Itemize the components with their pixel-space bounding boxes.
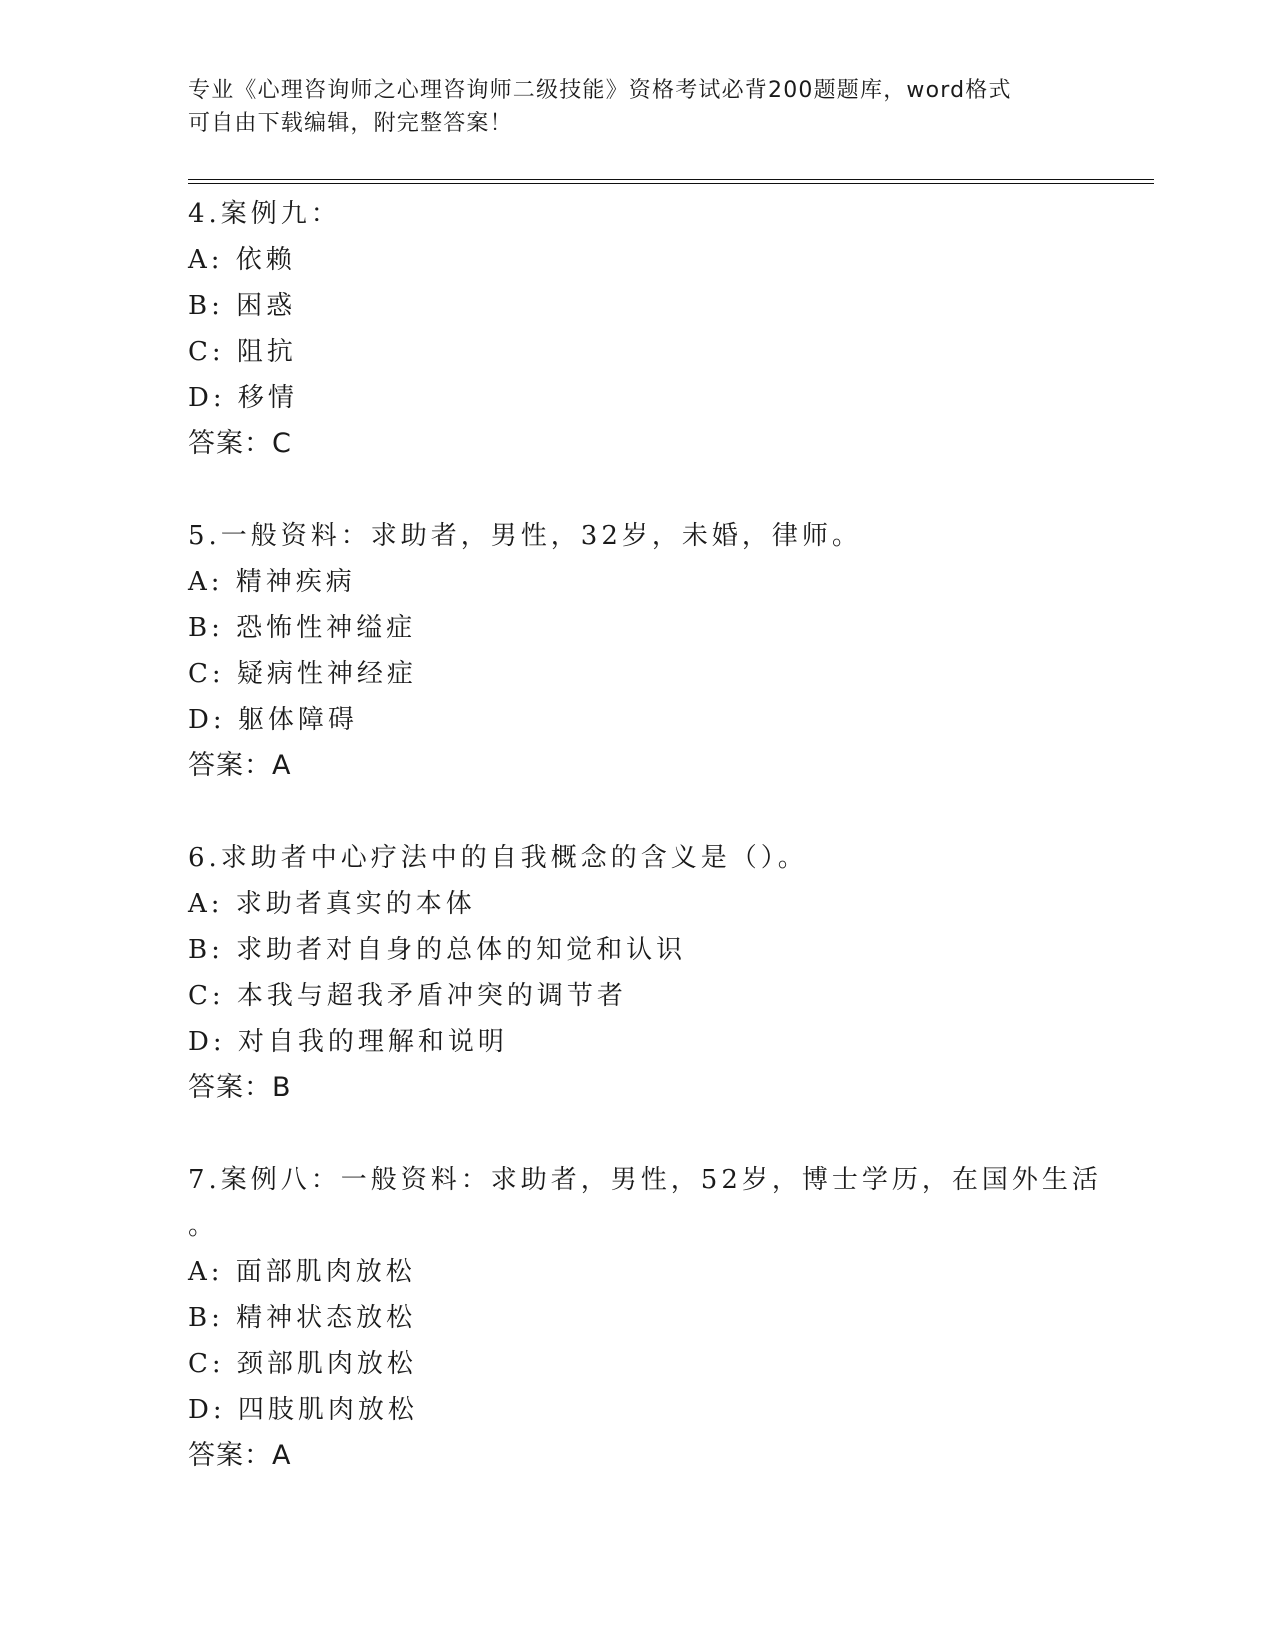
question-stem: 7.案例八：一般资料：求助者，男性，52岁，博士学历，在国外生活: [188, 1165, 1102, 1195]
spacer: [188, 467, 1148, 513]
option-a: A: 精神疾病: [188, 567, 356, 597]
question-stem: 5.一般资料：求助者，男性，32岁，未婚，律师。: [188, 521, 862, 551]
answer-line: 答案：B: [188, 1072, 292, 1103]
question-6: [188, 835, 1148, 1111]
header-line-1: 专业《心理咨询师之心理咨询师二级技能》资格考试必背200题题库，word格式: [188, 78, 1012, 103]
option-a: A: 面部肌肉放松: [188, 1257, 416, 1287]
option-b: B: 精神状态放松: [188, 1303, 417, 1333]
document-header: [188, 74, 1088, 140]
spacer: [188, 1111, 1148, 1157]
header-divider-top: [188, 179, 1154, 180]
question-stem: 6.求助者中心疗法中的自我概念的含义是（）。: [188, 843, 808, 873]
header-divider-bottom: [188, 183, 1154, 184]
answer-line: 答案：A: [188, 1440, 292, 1471]
option-d: D: 移情: [188, 383, 298, 413]
question-7: [188, 1157, 1148, 1479]
answer-line: 答案：A: [188, 750, 292, 781]
question-list: [188, 191, 1148, 1479]
option-c: C: 本我与超我矛盾冲突的调节者: [188, 981, 627, 1011]
question-5: [188, 513, 1148, 789]
option-c: C: 疑病性神经症: [188, 659, 417, 689]
option-c: C: 颈部肌肉放松: [188, 1349, 417, 1379]
option-d: D: 四肢肌肉放松: [188, 1395, 418, 1425]
option-d: D: 对自我的理解和说明: [188, 1027, 508, 1057]
option-c: C: 阻抗: [188, 337, 297, 367]
option-d: D: 躯体障碍: [188, 705, 358, 735]
spacer: [188, 789, 1148, 835]
question-stem-continuation: 。: [188, 1211, 219, 1241]
option-b: B: 恐怖性神缢症: [188, 613, 417, 643]
option-a: A: 求助者真实的本体: [188, 889, 476, 919]
answer-line: 答案：C: [188, 428, 292, 459]
option-b: B: 求助者对自身的总体的知觉和认识: [188, 935, 687, 965]
option-b: B: 困惑: [188, 291, 297, 321]
question-stem: 4.案例九：: [188, 199, 341, 229]
question-4: [188, 191, 1148, 467]
option-a: A: 依赖: [188, 245, 296, 275]
header-line-2: 可自由下载编辑，附完整答案！: [188, 111, 513, 136]
